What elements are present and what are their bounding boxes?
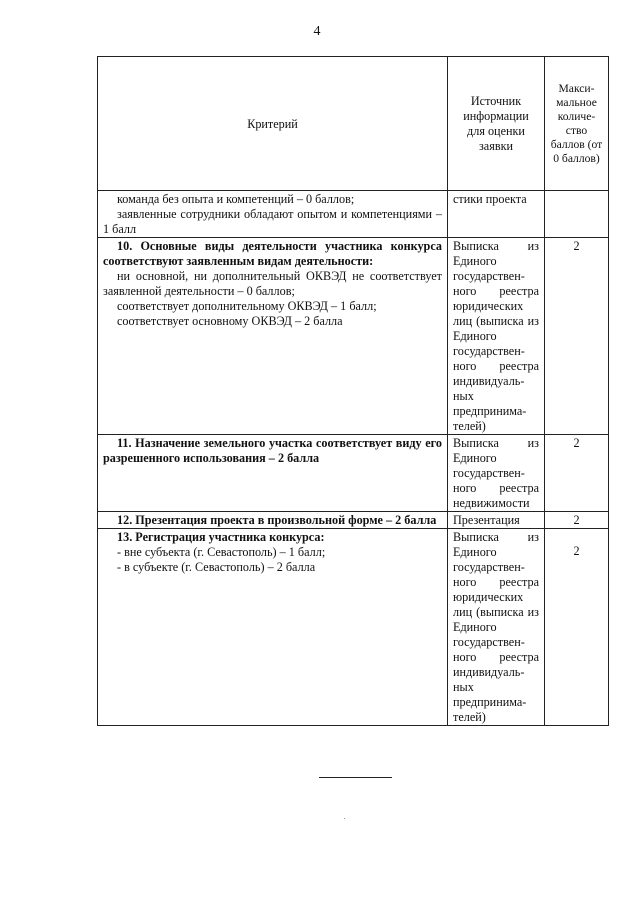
table-row [98,238,609,435]
criterion-line: ни основной, ни дополнительный ОКВЭД не соответствует заявленной деятельности – 0 баллов; [103,269,442,298]
table-row [98,529,609,726]
header-source: Источник информации для оценки заявки [448,57,545,191]
source-cell [448,512,545,529]
criterion-heading-text: 11. Назначение земельного участка соответствует виду его разрешенного использования – 2 балла [103,436,442,465]
source-text: Выписка из Единого государствен-ного реестра юридических лиц (выписка из Единого государствен-ного реестра индивидуаль-ных предпринима-телей) [453,239,539,433]
points-cell: 2 [545,238,609,435]
source-text: Презентация [453,513,520,527]
points-cell [545,191,609,238]
criterion-cell [98,191,448,238]
criterion-line: - вне субъекта (г. Севастополь) – 1 балл; [117,545,326,559]
criterion-heading [103,513,442,528]
criterion-line: соответствует дополнительному ОКВЭД – 1 балл; [117,299,377,313]
end-of-document-line [319,777,392,778]
source-cell [448,529,545,726]
points-cell: 2 [545,512,609,529]
source-cell [448,191,545,238]
criterion-heading-text: 13. Регистрация участника конкурса: [117,530,325,544]
header-criterion: Критерий [98,57,448,191]
criterion-cell [98,512,448,529]
source-text: стики проекта [453,192,527,206]
criterion-cell [98,529,448,726]
source-cell [448,435,545,512]
page-number: 4 [313,24,321,39]
points-value: 2 [573,544,580,558]
criterion-line: команда без опыта и компетенций – 0 баллов; [117,192,355,206]
criterion-line: заявленные сотрудники обладают опытом и компетенциями – 1 балл [103,207,442,236]
header-max-points: Макси-мальное количе-ство баллов (от 0 баллов) [545,57,609,191]
criterion-heading [103,530,442,545]
criterion-heading-text: 12. Презентация проекта в произвольной форме – 2 балла [117,513,437,527]
source-cell [448,238,545,435]
scan-speck [344,818,345,819]
criteria-table [97,56,609,726]
points-cell: 2 [545,435,609,512]
source-text: Выписка из Единого государствен-ного реестра юридических лиц (выписка из Единого государствен-ного реестра индивидуаль-ных предпринима-телей) [453,530,539,724]
criterion-cell [98,435,448,512]
criterion-line: соответствует основному ОКВЭД – 2 балла [117,314,343,328]
criterion-heading [103,436,442,466]
criterion-heading-text: 10. Основные виды деятельности участника конкурса соответствуют заявленным видам деятельности: [103,239,442,268]
table-row [98,512,609,529]
points-cell [545,529,609,726]
criterion-line: - в субъекте (г. Севастополь) – 2 балла [117,560,316,574]
criterion-cell [98,238,448,435]
table-row [98,435,609,512]
criterion-heading [103,239,442,269]
table-row [98,191,609,238]
table-header-row [98,57,609,191]
source-text: Выписка из Единого государствен-ного реестра недвижимости [453,436,539,510]
